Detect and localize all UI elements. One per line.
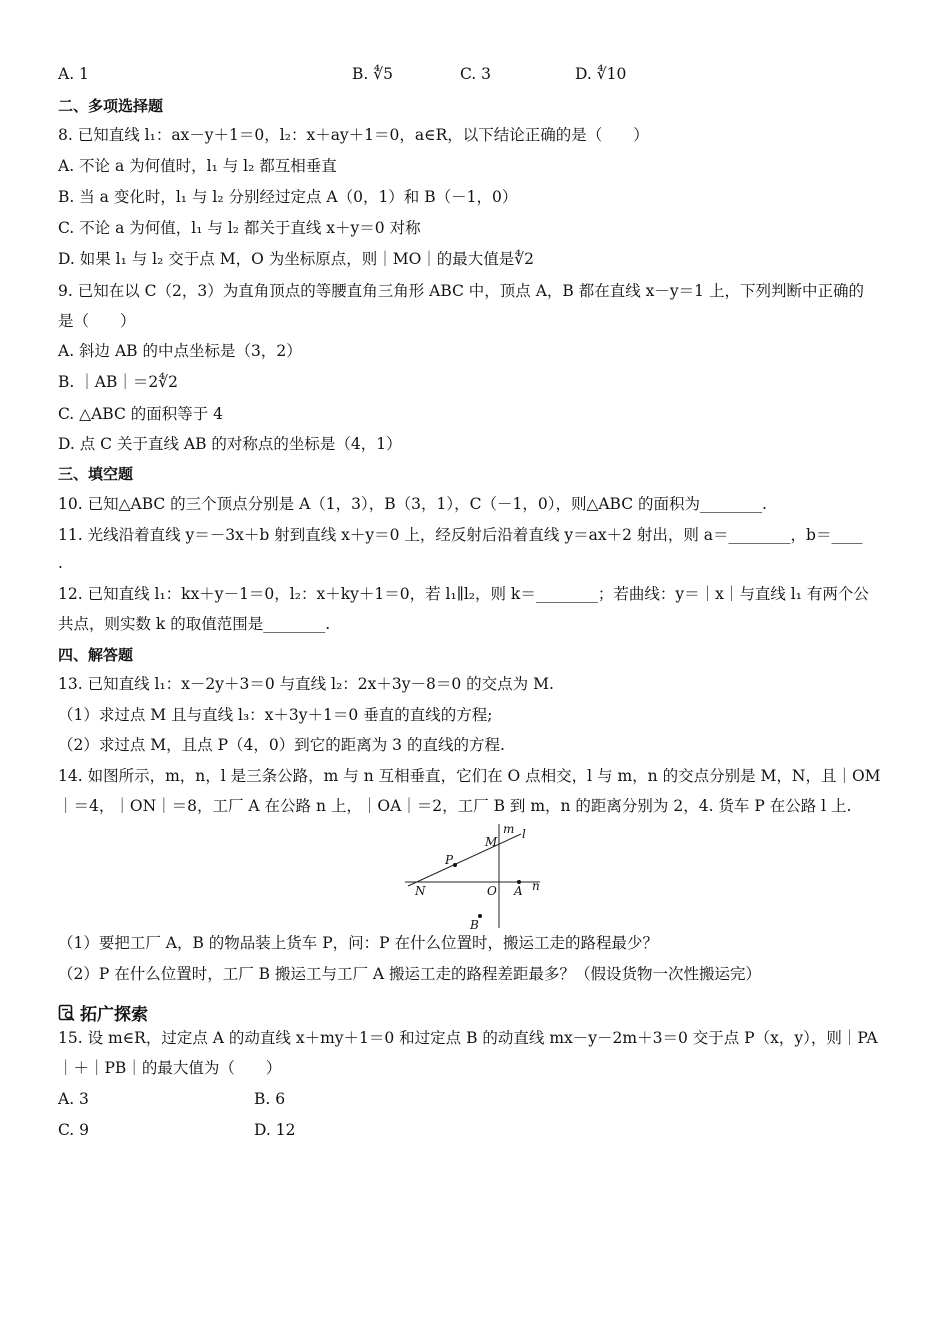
q9-option-a: A. 斜边 AB 的中点坐标是（3，2） — [58, 342, 302, 360]
q15-option-d: D. 12 — [254, 1121, 296, 1139]
q9-option-d: D. 点 C 关于直线 AB 的对称点的坐标是（4，1） — [58, 435, 402, 453]
q15-line1: 15. 设 m∈R，过定点 A 的动直线 x＋my＋1＝0 和过定点 B 的动直线 mx－y－2m＋3＝0 交于点 P（x，y），则｜PA — [58, 1029, 878, 1047]
q15-option-b: B. 6 — [254, 1090, 286, 1108]
option-d: D. ∜10 — [575, 65, 627, 83]
q12-line1: 12. 已知直线 l₁：kx＋y－1＝0，l₂：x＋ky＋1＝0，若 l₁∥l₂，则 k＝________；若曲线：y＝｜x｜与直线 l₁ 有两个公 — [58, 585, 869, 603]
label-N: N — [415, 884, 426, 898]
q11-line2: . — [58, 554, 63, 572]
q15-option-a: A. 3 — [58, 1090, 89, 1108]
label-P: P — [445, 853, 454, 867]
q14-figure — [405, 822, 545, 930]
label-n: n — [532, 879, 540, 893]
explore-heading — [58, 1000, 148, 1025]
section3-heading: 三、填空题 — [58, 465, 134, 483]
option-c: C. 3 — [460, 65, 492, 83]
section2-heading: 二、多项选择题 — [58, 97, 164, 115]
q14-line2: ｜＝4，｜ON｜＝8，工厂 A 在公路 n 上，｜OA｜＝2，工厂 B 到 m，n 的距离分别为 2，4. 货车 P 在公路 l 上. — [58, 797, 852, 815]
q14-part1: （1）要把工厂 A，B 的物品装上货车 P，问：P 在什么位置时，搬运工走的路程最少？ — [58, 934, 659, 952]
q14-line1: 14. 如图所示，m，n，l 是三条公路，m 与 n 互相垂直，它们在 O 点相交，l 与 m，n 的交点分别是 M，N，且｜OM — [58, 767, 881, 785]
magnifier-doc-icon — [58, 1004, 76, 1022]
label-O: O — [487, 884, 497, 898]
q12-line2: 共点，则实数 k 的取值范围是________. — [58, 615, 331, 633]
q8-option-d: D. 如果 l₁ 与 l₂ 交于点 M，O 为坐标原点，则｜MO｜的最大值是∜2 — [58, 250, 535, 268]
q13-part2: （2）求过点 M，且点 P（4，0）到它的距离为 3 的直线的方程. — [58, 736, 505, 754]
label-B: B — [470, 918, 479, 930]
q15-option-c: C. 9 — [58, 1121, 90, 1139]
explore-title: 拓广探索 — [80, 1005, 148, 1025]
q14-part2: （2）P 在什么位置时，工厂 B 搬运工与工厂 A 搬运工走的路程差距最多？（假设货物一次性搬运完） — [58, 965, 762, 983]
q8-stem: 8. 已知直线 l₁：ax－y＋1＝0，l₂：x＋ay＋1＝0，a∈R，以下结论正确的是（ ） — [58, 126, 649, 144]
q8-option-a: A. 不论 a 为何值时，l₁ 与 l₂ 都互相垂直 — [58, 157, 337, 175]
q9-stem-line2: 是（ ） — [58, 312, 136, 330]
q13: 13. 已知直线 l₁：x－2y＋3＝0 与直线 l₂：2x＋3y－8＝0 的交点为 M. — [58, 675, 554, 693]
q9-option-b: B. ｜AB｜＝2∜2 — [58, 373, 178, 391]
q11-line1: 11. 光线沿着直线 y＝－3x＋b 射到直线 x＋y＝0 上，经反射后沿着直线 y＝ax＋2 射出，则 a＝________，b＝____ — [58, 526, 863, 544]
q8-option-c: C. 不论 a 为何值，l₁ 与 l₂ 都关于直线 x＋y＝0 对称 — [58, 219, 421, 237]
q15-line2: ｜＋｜PB｜的最大值为（ ） — [58, 1059, 282, 1077]
q10: 10. 已知△ABC 的三个顶点分别是 A（1，3），B（3，1），C（－1，0），则△ABC 的面积为________. — [58, 495, 767, 513]
q8-option-b: B. 当 a 变化时，l₁ 与 l₂ 分别经过定点 A（0，1）和 B（－1，0） — [58, 188, 518, 206]
label-A: A — [514, 884, 523, 898]
label-M: M — [485, 835, 498, 849]
point-p — [453, 863, 457, 867]
section4-heading: 四、解答题 — [58, 646, 134, 664]
option-b: B. ∜5 — [352, 65, 393, 83]
road-l — [408, 834, 521, 886]
q9-stem-line1: 9. 已知在以 C（2，3）为直角顶点的等腰直角三角形 ABC 中，顶点 A，B 都在直线 x－y＝1 上，下列判断中正确的 — [58, 282, 864, 300]
label-l: l — [522, 827, 526, 841]
q13-part1: （1）求过点 M 且与直线 l₃：x＋3y＋1＝0 垂直的直线的方程; — [58, 706, 493, 724]
label-m: m — [503, 822, 515, 836]
option-a: A. 1 — [58, 65, 89, 83]
q9-option-c: C. △ABC 的面积等于 4 — [58, 405, 224, 423]
